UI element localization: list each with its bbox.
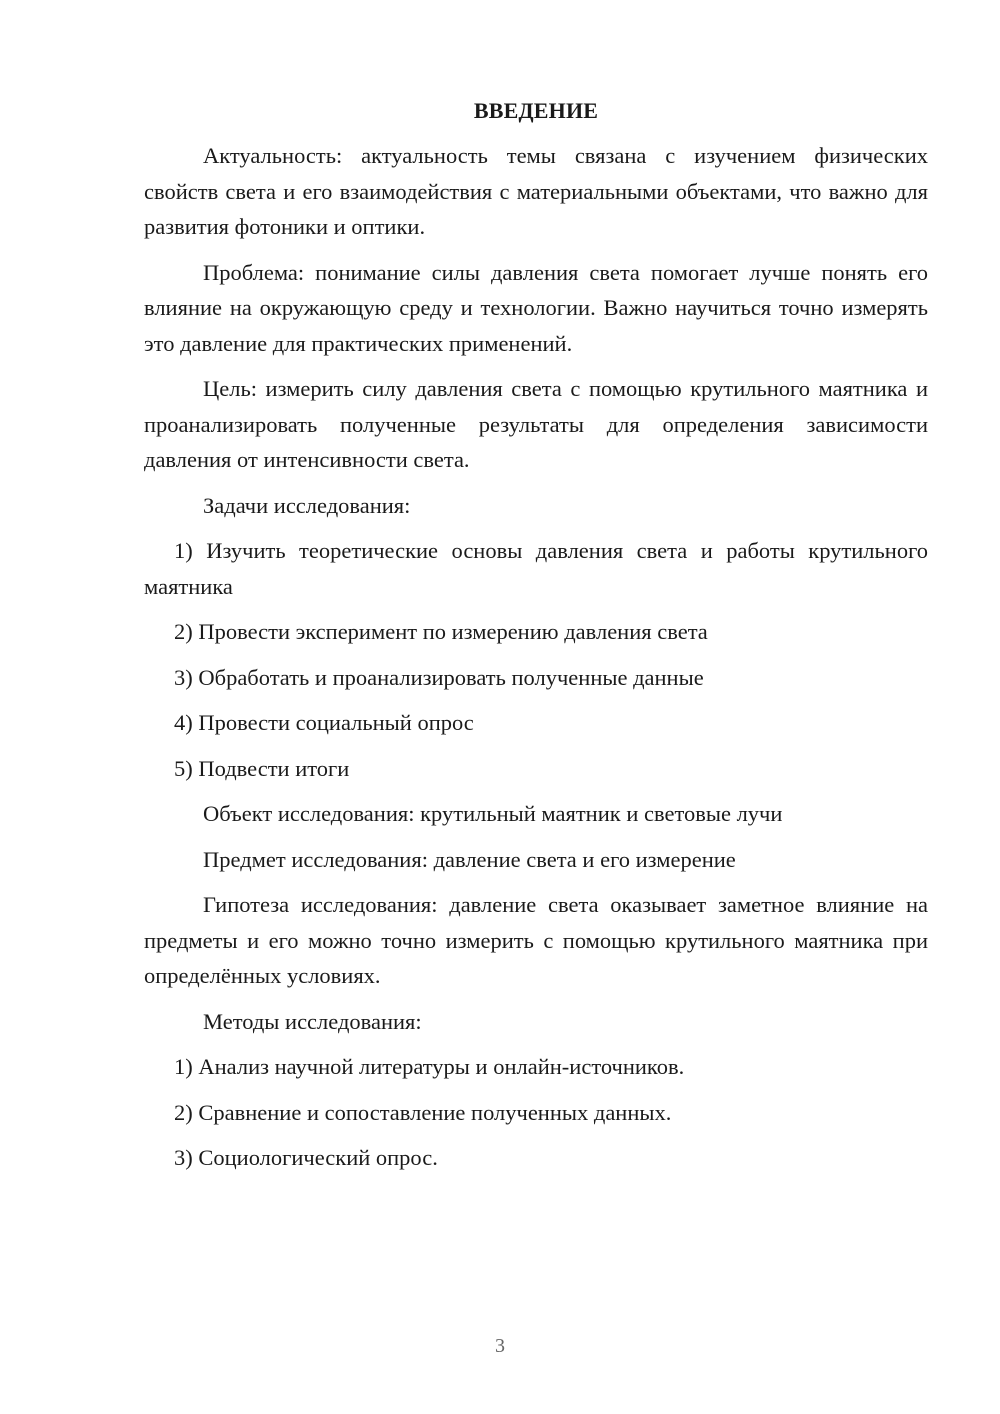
- page-number: 3: [495, 1335, 505, 1357]
- method-item: 2) Сравнение и сопоставление полученных данных.: [174, 1099, 672, 1125]
- task-item: 1) Изучить теоретические основы давления света и работы крутильного маятника: [144, 538, 928, 599]
- goal-paragraph: Цель: измерить силу давления света с помощью крутильного маятника и проанализировать полученные результаты для определения зависимости давления от интенсивности света.: [144, 376, 928, 472]
- relevance-paragraph: Актуальность: актуальность темы связана с изучением физических свойств света и его взаимодействия с материальными объектами, что важно для развития фотоники и оптики.: [144, 143, 928, 239]
- subject-paragraph: Предмет исследования: давление света и его измерение: [203, 846, 736, 872]
- task-item: 4) Провести социальный опрос: [174, 710, 474, 735]
- task-item: 3) Обработать и проанализировать полученные данные: [174, 664, 704, 690]
- method-item: 3) Социологический опрос.: [174, 1145, 438, 1170]
- task-item: 2) Провести эксперимент по измерению давления света: [174, 619, 708, 644]
- section-title: ВВЕДЕНИЕ: [473, 98, 599, 123]
- object-paragraph: Объект исследования: крутильный маятник и световые лучи: [203, 801, 783, 826]
- methods-heading: Методы исследования:: [203, 1008, 422, 1034]
- tasks-heading: Задачи исследования:: [203, 492, 411, 518]
- hypothesis-paragraph: Гипотеза исследования: давление света оказывает заметное влияние на предметы и его можно точно измерить с помощью крутильного маятника при определённых условиях.: [144, 892, 928, 988]
- document-body: [144, 96, 928, 1186]
- problem-paragraph: Проблема: понимание силы давления света помогает лучше понять его влияние на окружающую среду и технологии. Важно научиться точно измерять это давление для практических применений.: [144, 259, 928, 356]
- task-item: 5) Подвести итоги: [174, 755, 350, 781]
- method-item: 1) Анализ научной литературы и онлайн-источников.: [174, 1054, 685, 1079]
